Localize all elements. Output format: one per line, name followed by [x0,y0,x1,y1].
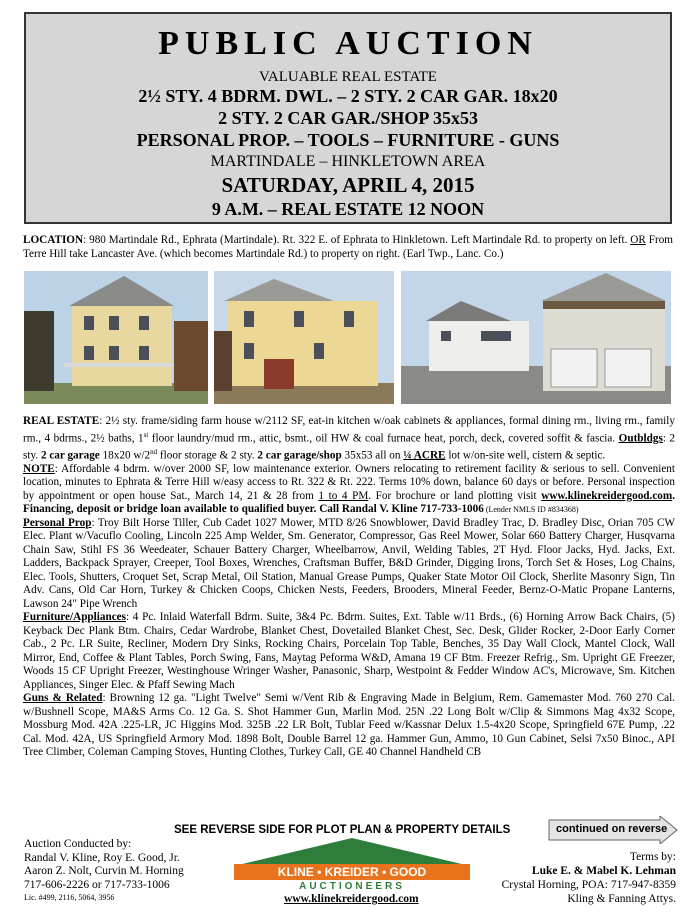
acre-size: ¼ ACRE [403,449,446,462]
personal-prop-label: Personal Prop [23,516,92,529]
lender-nmls: (Lender NMLS ID #834368) [483,505,579,515]
personal-prop-text: : Troy Bilt Horse Tiller, Cub Cadet 1027 Mower, MTD 8/26 Snowblower, David Bradley Trac, D. Bradley Disc, Orian 705 CW Elec. Plant w/Vacuflo Cooling, Lincoln 225 Amp Welder, Sm. Generator, Compressor, Gas Reel Mower, Solar 660 Battery Charger, Husqvarna Chain Saw, Stihl FS 36 Weedeater, Schauer Battery Charger, Wheelbarrow, Anvil, Welding Tables, 2T Hyd. Floor Jacks, Hyd. Jacks, Ext. Ladders, Backpack Sprayer, Creeper, Tool Boxes, Wrenches, Craftsman Buffer, B&D Grinder, Digging Irons, Torch Set & Hoses, Log Chains, Elec. Tools, Shutters, Croquet Set, Scrap Metal, Oil Station, Manual Grease Pumps, Quaker State Motor Oil Clock, Sherlite Masonry Sign, Tin Adv. Cans, Old Car Horn, Turkey & Chicken Coops, Chicken Nests, Feeders, Brooders, Mineral Feeder, Bernz-O-Matic Propane Lanterns, Lawson 24" Pipe Wrench [23,516,675,610]
header-banner [24,12,672,224]
outbldgs-label: Outbldgs [618,432,663,445]
photo-farmhouse-front [24,271,208,404]
location-label: LOCATION [23,234,84,246]
real-estate-label: REAL ESTATE [23,415,100,427]
auctioneer-info [24,838,184,904]
header-line-2: 2 STY. 2 CAR GAR./SHOP 35x53 [218,108,478,128]
real-estate-text-2: floor laundry/mud rm., attic, bsmt., oil HW & coal furnace heat, porch, deck, covered soffit & fascia. [148,432,619,445]
conducted-by-label: Auction Conducted by: [24,838,132,850]
reverse-side-note: SEE REVERSE SIDE FOR PLOT PLAN & PROPERTY DETAILS [174,824,511,836]
note-label: NOTE [23,462,55,475]
auction-date: SATURDAY, APRIL 4, 2015 [221,173,475,197]
furniture-label: Furniture/Appliances [23,611,126,624]
superscript-nd: nd [150,447,158,456]
auction-subtitle: VALUABLE REAL ESTATE [259,69,437,85]
note-financing: . Financing, deposit or bridge loan available to qualified buyer. Call Randal V. Kline 717-733-1006 [23,489,675,516]
open-house-hours: 1 to 4 PM [318,489,369,502]
real-estate-text-7: lot w/on-site well, cistern & septic. [445,449,606,462]
furniture-text: : 4 Pc. Inlaid Waterfall Bdrm. Suite, 3&4 Pc. Bdrm. Suites, Ext. Table w/11 Brds., (6) Horning Arrow Back Chairs, (5) Keyback Dec Plank Btm. Chairs, Cedar Wardrobe, Blanket Chest, Dovetailed Blanket Chest, Sec. Desk, Glider Rocker, 2-Door Early Corner Cab., 2 Pc. LR Suite, Recliner, Modern Dry Sinks, Rocking Chairs, Porcelain Top Table, Benches, 35 Day Wall Clock, Mantel Clock, Wall Mirror, End, Coffee & Plant Tables, Porch Swing, Fans, Maytag Peforma W&D, Amana 19 CF Btm. Freezer Refrig., Sm. Upright GE Freezer, Woods 15 CF Upright Freezer, Westinghouse Wringer Washer, Panasonic, Sharp, Westpoint & Fedder Window AC's, Microwave, Sm. Kitchen Appliances, Singer Elec. & Pfaff Sewing Mach [23,611,675,691]
guns-text: : Browning 12 ga. "Light Twelve" Semi w/Vent Rib & Engraving Made in Belgium, Rem. Gamemaster Mod. 760 270 Cal. w/Bushnell Scope, MA&S Arms Co. 12 Ga. S. Shot Hammer Gun, Marlin Mod. 25N .22 Long Bolt w/Clip & Simmons Mag 4x32 Scope, Mossburg Mod. 42A .225-LR, JC Higgins Mod. 325B .22 LR Bolt, Tublar Feed w/Kassnar Delux 1.5-4x20 Scope, Springfield 67E Pump, .22 Cal. Mod. 42A, US Springfield Armory Mod. 1898 Bolt, Double Barrel 12 ga. Hammer Gun, Ammo, 10 Gun Cabinet, Selsi 7x50 Binoc., API Tree Climber, Coleman Camping Stoves, Hunting Clothes, Turkey Call, GE 40 Channel Handheld CB [23,692,675,759]
real-estate-text: : 2½ sty. frame/siding farm house w/2112 SF, eat-in kitchen w/oak cabinets & appliances, formal dining rm., living rm., family rm., 4 bdrms., 2½ baths, 1 [23,415,675,445]
personal-prop-paragraph [23,517,675,612]
auction-time: 9 A.M. – REAL ESTATE 12 NOON [211,199,485,219]
auctioneer-phones: 717-606-2226 or 717-733-1006 [24,878,170,891]
location-text-2: From Terre Hill take Lancaster Ave. (which becomes Martindale Rd.) to property on right. (Earl Twp., Lanc. Co.) [23,234,673,260]
property-details [23,415,675,760]
license-numbers: Lic. #499, 2116, 5064, 3956 [24,893,115,902]
real-estate-paragraph [23,415,675,463]
photo-garages [401,271,671,404]
note-paragraph [23,463,675,517]
furniture-paragraph [23,611,675,692]
logo-subtitle: AUCTIONEERS [299,881,405,890]
auctioneer-names-1: Randal V. Kline, Roy E. Good, Jr. [24,851,180,864]
location-or: OR [630,234,646,246]
note-text: : Affordable 4 bdrm. w/over 2000 SF, low maintenance exterior. Owners relocating to retirement facility & serious to sell. Convenient location, minutes to Ephrata & Terre Hill w/easy access to Rt. 322 & Rt. 222. Terms 10% down, balance 60 days or before. Personal inspection by appointment or open house Sat., March 14, 21 & 28 from [23,462,675,502]
auction-title: PUBLIC AUCTION [158,25,538,62]
website-link[interactable]: www.klinekreidergood.com [284,893,419,905]
note-website-link[interactable]: www.klinekreidergood.com [541,489,673,502]
header-area: MARTINDALE – HINKLETOWN AREA [210,153,486,170]
owner-names: Luke E. & Mabel K. Lehman [531,865,676,877]
superscript-st: st [143,430,149,439]
real-estate-text-5: floor storage & 2 sty. [157,449,258,462]
guns-label: Guns & Related [23,692,103,705]
photo-farmhouse-side [214,271,394,404]
header-line-1: 2½ STY. 4 BDRM. DWL. – 2 STY. 2 CAR GAR. 18x20 [138,86,558,106]
continued-on-reverse: continued on reverse [556,823,668,835]
garage-2: 2 car garage/shop [257,449,342,462]
real-estate-text-6: 35x53 all on [341,449,404,462]
kline-kreider-good-logo [234,838,470,890]
guns-paragraph [23,692,675,760]
auctioneer-names-2: Aaron Z. Nolt, Curvin M. Horning [24,865,184,877]
terms-label: Terms by: [629,851,676,863]
location-paragraph [23,233,673,261]
terms-info [502,850,676,906]
header-line-3: PERSONAL PROP. – TOOLS – FURNITURE - GUNS [136,130,560,150]
location-text: : 980 Martindale Rd., Ephrata (Martindale). Rt. 322 E. of Ephrata to Hinkletown. Left Martindale Rd. to property on left. [83,234,631,246]
attorneys: Kling & Fanning Attys. [567,893,676,905]
real-estate-text-4: 18x20 w/2 [99,449,151,462]
garage-1: 2 car garage [40,449,100,462]
poa-contact: Crystal Horning, POA: 717-947-8359 [501,879,676,891]
logo-name: KLINE • KREIDER • GOOD [277,865,427,879]
note-text-2: . For brochure or land plotting visit [368,489,542,502]
real-estate-text-3: : 2 sty. [23,432,676,462]
